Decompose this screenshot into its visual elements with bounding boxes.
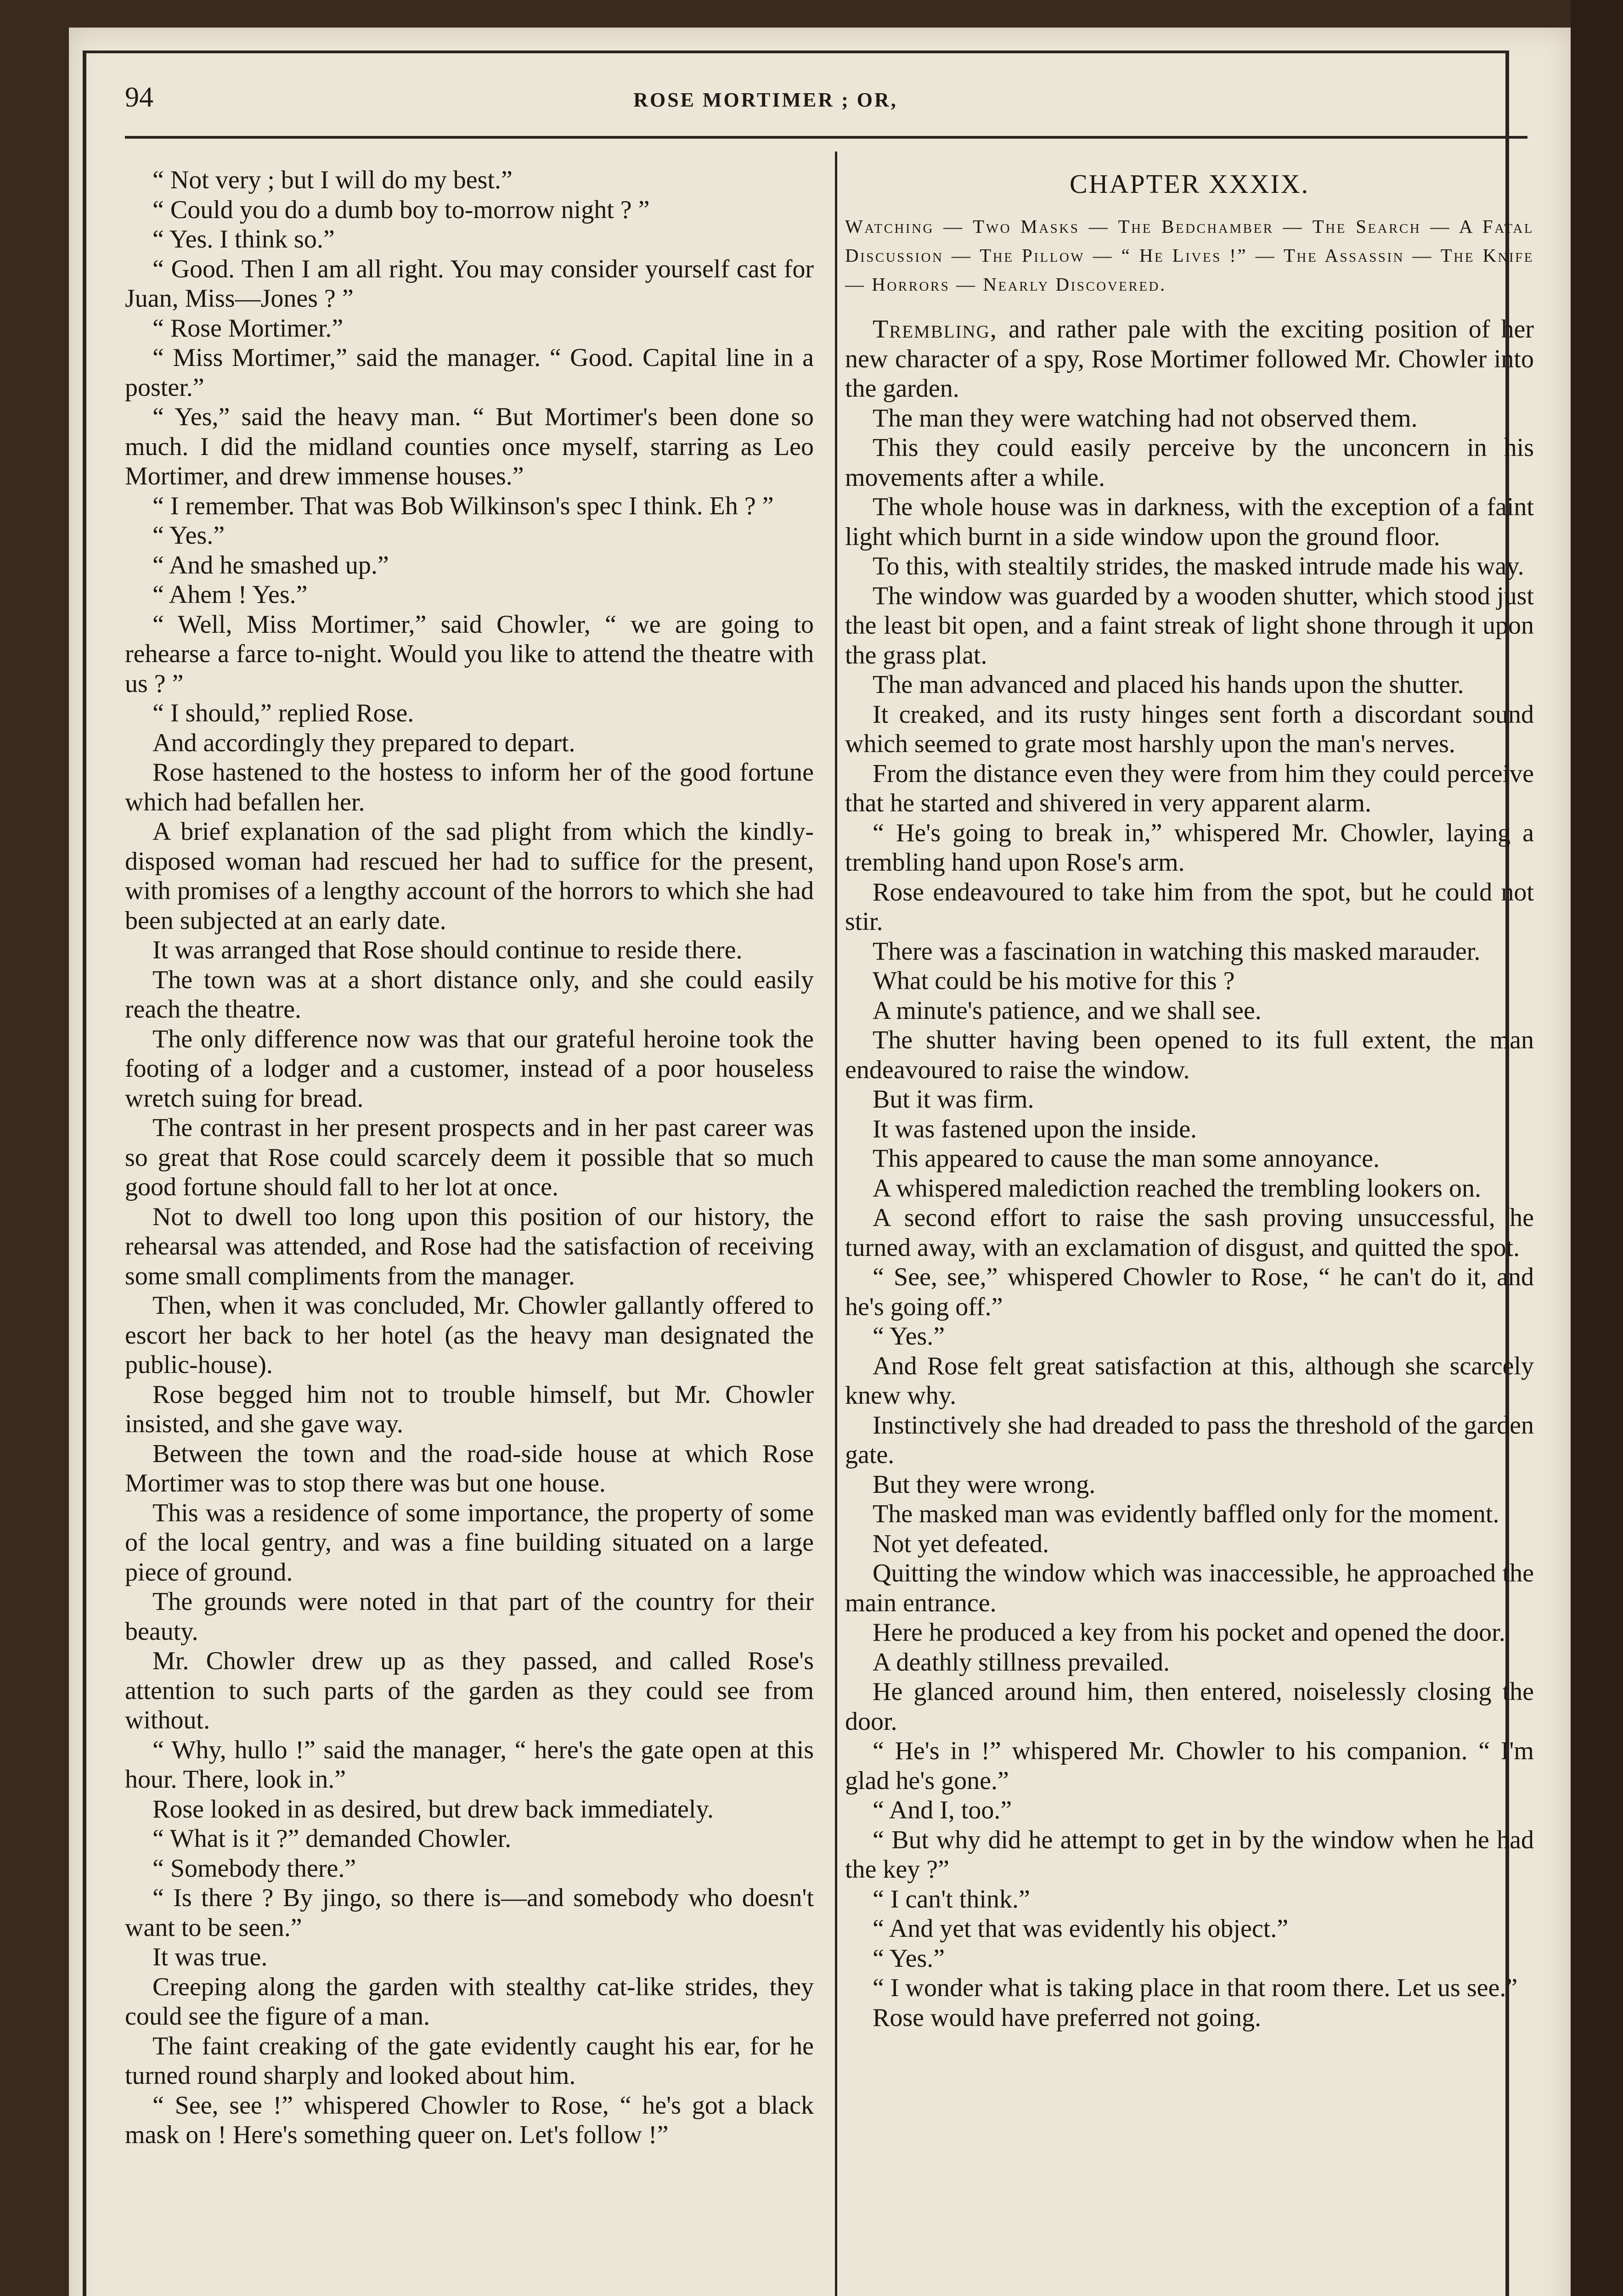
paragraph: “ And yet that was evidently his object.” — [873, 1914, 1289, 1943]
paragraph: “ See, see,” whispered Chowler to Rose, “ he can't do it, and he's going off.” — [845, 1263, 1534, 1321]
paragraph: Creeping along the garden with stealthy cat-like strides, they could see the figure of a man. — [125, 1972, 814, 2031]
paragraph: “ Well, Miss Mortimer,” said Chowler, “ we are going to rehearse a farce to-night. Would you like to attend the theatre with us ? ” — [125, 610, 814, 698]
paragraph: A brief explanation of the sad plight from which the kindly-disposed woman had rescued her had to suffice for the present, with promises of a lengthy account of the horrors to which she had been subjected at an early date. — [125, 817, 814, 935]
opening-word: Trembling, — [873, 315, 997, 343]
paragraph: “ And he smashed up.” — [152, 551, 389, 580]
paragraph: The window was guarded by a wooden shutter, which stood just the least bit open, and a faint streak of light shone through it upon the grass plat. — [845, 581, 1534, 670]
paragraph: “ Not very ; but I will do my best.” — [152, 166, 513, 194]
paragraph: “ Yes,” said the heavy man. “ But Mortimer's been done so much. I did the midland counties once myself, starring as Leo Mortimer, and drew immense houses.” — [125, 403, 814, 490]
paragraph: Not yet defeated. — [873, 1529, 1049, 1558]
paragraph: “ Yes. I think so.” — [152, 225, 335, 253]
paragraph: “ I should,” replied Rose. — [152, 699, 414, 727]
right-column — [845, 165, 1534, 2032]
paragraph: A whispered malediction reached the trembling lookers on. — [873, 1174, 1481, 1203]
paragraph: And Rose felt great satisfaction at this, although she scarcely knew why. — [845, 1351, 1534, 1410]
paragraph: The faint creaking of the gate evidently caught his ear, for he turned round sharply and looked about him. — [125, 2032, 814, 2090]
paragraph: The masked man was evidently baffled only for the moment. — [873, 1500, 1499, 1528]
paragraph: It was arranged that Rose should continue to reside there. — [152, 936, 743, 964]
paragraph: But they were wrong. — [873, 1470, 1096, 1499]
paragraph: The man advanced and placed his hands upon the shutter. — [873, 670, 1464, 699]
paragraph: A second effort to raise the sash proving unsuccessful, he turned away, with an exclamation of disgust, and quitted the spot. — [845, 1204, 1534, 1262]
running-head — [125, 79, 1406, 116]
paragraph: “ Ahem ! Yes.” — [152, 580, 308, 609]
paragraph: The whole house was in darkness, with the exception of a faint light which burnt in a side window upon the ground floor. — [845, 493, 1534, 551]
paragraph: “ But why did he attempt to get in by the window when he had the key ?” — [845, 1825, 1534, 1884]
column-divider — [835, 152, 837, 2296]
paragraph: “ Is there ? By jingo, so there is—and somebody who doesn't want to be seen.” — [125, 1884, 814, 1942]
paragraph: Not to dwell too long upon this position of our history, the rehearsal was attended, and Rose had the satisfaction of receiving some small compliments from the manager. — [125, 1202, 814, 1290]
paragraph: It was fastened upon the inside. — [873, 1114, 1197, 1143]
paragraph: “ Could you do a dumb boy to-morrow night ? ” — [152, 195, 650, 224]
paragraph: But it was firm. — [873, 1085, 1034, 1114]
paragraph: “ Why, hullo !” said the manager, “ here's the gate open at this hour. There, look in.” — [125, 1735, 814, 1794]
paragraph: Rose would have preferred not going. — [873, 2003, 1261, 2032]
paragraph: Here he produced a key from his pocket and opened the door. — [873, 1618, 1505, 1647]
paragraph: “ Good. Then I am all right. You may consider yourself cast for Juan, Miss—Jones ? ” — [125, 254, 814, 313]
paragraph — [845, 315, 1534, 404]
page-number: 94 — [125, 82, 153, 113]
paragraph: Rose endeavoured to take him from the spot, but he could not stir. — [845, 878, 1534, 936]
paragraph: This was a residence of some importance, the property of some of the local gentry, and was a fine building situated on a large piece of ground. — [125, 1498, 814, 1587]
paragraph: Rose begged him not to trouble himself, but Mr. Chowler insisted, and she gave way. — [125, 1380, 814, 1438]
paragraph: “ What is it ?” demanded Chowler. — [152, 1824, 512, 1853]
paragraph: “ Miss Mortimer,” said the manager. “ Good. Capital line in a poster.” — [125, 343, 814, 402]
paragraph: What could be his motive for this ? — [873, 967, 1235, 995]
paragraph: “ He's going to break in,” whispered Mr. Chowler, laying a trembling hand upon Rose's arm. — [845, 818, 1534, 877]
paragraph: “ Yes.” — [152, 521, 225, 550]
paragraph: “ Yes.” — [873, 1944, 945, 1973]
paragraph: Rose looked in as desired, but drew back immediately. — [152, 1795, 714, 1823]
chapter-title: CHAPTER XXXIX. — [1069, 169, 1310, 199]
paragraph: Quitting the window which was inaccessible, he approached the main entrance. — [845, 1559, 1534, 1617]
paragraph: This appeared to cause the man some annoyance. — [873, 1144, 1380, 1173]
left-column — [125, 165, 814, 2150]
paragraph: The town was at a short distance only, and she could easily reach the theatre. — [125, 965, 814, 1024]
book-binding-edge — [1571, 0, 1623, 2296]
paragraph: There was a fascination in watching this masked marauder. — [873, 937, 1481, 966]
paragraph: To this, with stealtily strides, the masked intrude made his way. — [873, 552, 1524, 580]
paragraph: “ He's in !” whispered Mr. Chowler to his companion. “ I'm glad he's gone.” — [845, 1737, 1534, 1795]
paragraph: The shutter having been opened to its full extent, the man endeavoured to raise the window. — [845, 1026, 1534, 1084]
paragraph: A deathly stillness prevailed. — [873, 1648, 1170, 1677]
paragraph: This they could easily perceive by the unconcern in his movements after a while. — [845, 433, 1534, 492]
paragraph: Then, when it was concluded, Mr. Chowler gallantly offered to escort her back to her hotel (as the heavy man designated the public-house). — [125, 1291, 814, 1379]
paragraph: Mr. Chowler drew up as they passed, and called Rose's attention to such parts of the garden as they could see from without. — [125, 1647, 814, 1734]
paragraph: “ Yes.” — [873, 1322, 945, 1351]
paragraph: Rose hastened to the hostess to inform her of the good fortune which had befallen her. — [125, 758, 814, 816]
paragraph: “ And I, too.” — [873, 1796, 1012, 1824]
paragraph: It creaked, and its rusty hinges sent forth a discordant sound which seemed to grate most harshly upon the man's nerves. — [845, 700, 1534, 758]
paragraph: Between the town and the road-side house at which Rose Mortimer was to stop there was but one house. — [125, 1439, 814, 1497]
paragraph: “ See, see !” whispered Chowler to Rose, “ he's got a black mask on ! Here's something queer on. Let's follow !” — [125, 2091, 814, 2149]
paragraph: He glanced around him, then entered, noiselessly closing the door. — [845, 1677, 1534, 1736]
paragraph: The man they were watching had not observed them. — [873, 404, 1418, 433]
chapter-synopsis: Watching — Two Masks — The Bedchamber — The Search — A Fatal Discussion — The Pillow — “ He Lives !” — The Assassin — The Knife — Horrors — Nearly Discovered. — [845, 216, 1534, 295]
paragraph: The grounds were noted in that part of the country for their beauty. — [125, 1587, 814, 1646]
paragraph: And accordingly they prepared to depart. — [152, 728, 575, 757]
paragraph: It was true. — [152, 1943, 268, 1971]
header-rule — [125, 136, 1527, 139]
opening-paragraph-text: and rather pale with the exciting position of her new character of a spy, Rose Mortimer followed Mr. Chowler into the garden. — [845, 315, 1534, 403]
paragraph: Instinctively she had dreaded to pass the threshold of the garden gate. — [845, 1411, 1534, 1469]
paragraph: “ Somebody there.” — [152, 1854, 356, 1883]
paragraph: “ Rose Mortimer.” — [152, 314, 344, 343]
paragraph: “ I remember. That was Bob Wilkinson's spec I think. Eh ? ” — [152, 491, 774, 520]
paragraph: “ I wonder what is taking place in that room there. Let us see.” — [873, 1974, 1518, 2002]
paragraph: The contrast in her present prospects and in her past career was so great that Rose could scarcely deem it possible that so much good fortune should fall to her lot at once. — [125, 1114, 814, 1201]
paragraph: From the distance even they were from him they could perceive that he started and shivered in very apparent alarm. — [845, 759, 1534, 817]
right-column-paragraphs — [845, 404, 1534, 2033]
paragraph: “ I can't think.” — [873, 1885, 1030, 1913]
running-title: ROSE MORTIMER ; OR, — [633, 89, 898, 111]
paragraph: A minute's patience, and we shall see. — [873, 996, 1262, 1025]
paragraph: The only difference now was that our grateful heroine took the footing of a lodger and a customer, instead of a poor houseless wretch suing for bread. — [125, 1024, 814, 1113]
